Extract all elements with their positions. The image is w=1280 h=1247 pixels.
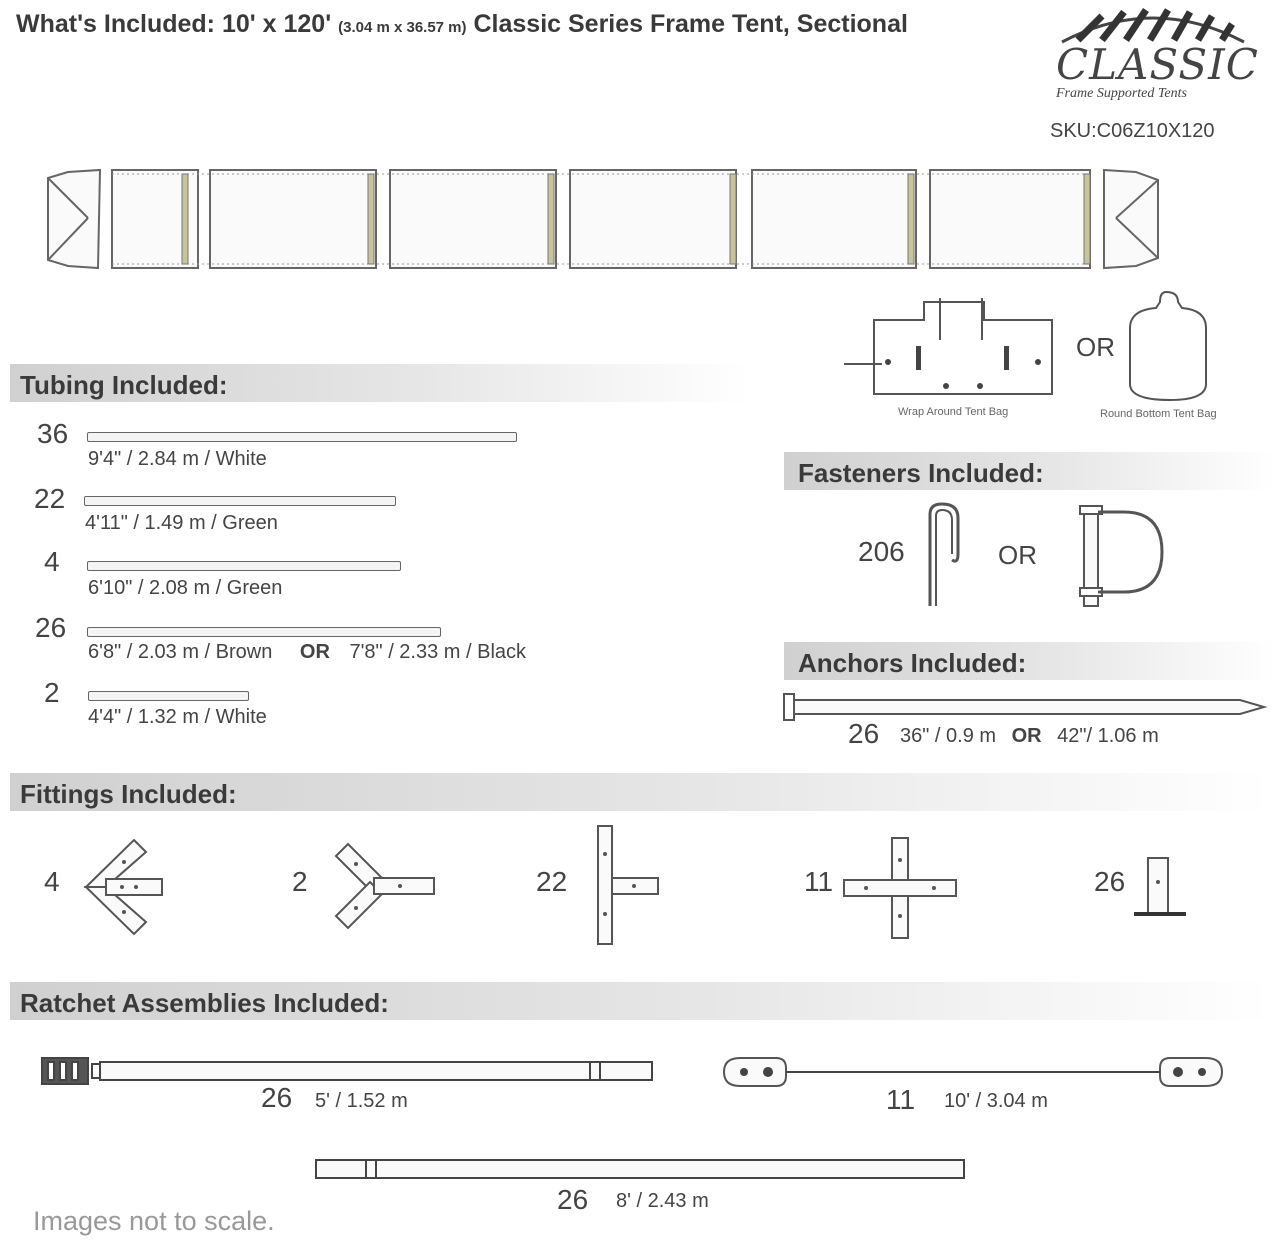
fitting-qty: 4 (44, 866, 60, 897)
page-title (16, 10, 908, 39)
wrap-around-tent-bag-icon (842, 294, 1057, 404)
fittings-heading: Fittings Included: (20, 779, 237, 809)
tent-stripes-logo-icon (1058, 2, 1248, 44)
ratchets-section-header (10, 982, 1270, 1020)
tube-label: 9'4" / 2.84 m / White (88, 448, 267, 470)
tube-bar (88, 691, 249, 701)
fasteners-or: OR (998, 540, 1037, 570)
fasteners-section-header (784, 452, 1274, 490)
tent-frame-diagram (40, 160, 1170, 280)
sku-label: SKU:C06Z10X120 (1050, 120, 1215, 142)
title-main: What's Included: 10' x 120' (16, 10, 332, 38)
logo-tagline: Frame Supported Tents (1056, 86, 1187, 101)
round-bag-caption: Round Bottom Tent Bag (1100, 408, 1217, 420)
bags-or: OR (1076, 332, 1115, 362)
tube-qty: 4 (44, 546, 60, 577)
safety-pin-icon (1076, 500, 1168, 610)
strap-extension-qty: 26 (557, 1184, 589, 1215)
tube-label (88, 641, 526, 664)
strap-extension-icon (314, 1156, 968, 1182)
fitting-qty: 2 (292, 866, 308, 897)
logo-word: CLASSIC (1056, 40, 1259, 89)
tube-label-or: OR (299, 641, 330, 663)
fitting-qty: 26 (1094, 866, 1126, 897)
ratchet-strap-icon (40, 1052, 656, 1090)
cable-ratchet-qty: 11 (886, 1084, 916, 1115)
round-bottom-tent-bag-icon (1122, 288, 1218, 406)
tube-bar (87, 561, 401, 571)
title-rest: Classic Series Frame Tent, Sectional (473, 10, 908, 38)
hook-pin-icon (920, 500, 970, 610)
tube-qty: 2 (44, 677, 60, 708)
fitting-qty: 11 (804, 866, 834, 897)
fasteners-qty: 206 (858, 536, 905, 567)
strap-extension-size: 8' / 2.43 m (616, 1190, 709, 1212)
tubing-heading: Tubing Included: (20, 370, 228, 400)
title-metric: (3.04 m x 36.57 m) (338, 19, 467, 36)
tube-qty: 22 (34, 483, 66, 514)
tube-bar (84, 496, 396, 506)
fittings-section-header (10, 773, 1270, 811)
cable-ratchet-icon (720, 1052, 1226, 1092)
scale-note: Images not to scale. (33, 1206, 275, 1236)
t-fitting-icon (594, 824, 662, 948)
anchors-heading: Anchors Included: (798, 648, 1027, 678)
ratchet-strap-size: 5' / 1.52 m (315, 1090, 408, 1112)
tubing-section-header (10, 364, 750, 402)
tube-qty: 26 (35, 612, 67, 643)
ratchets-heading: Ratchet Assemblies Included: (20, 988, 389, 1018)
corner-fitting-icon (80, 832, 170, 942)
tube-label: 4'11" / 1.49 m / Green (85, 512, 278, 534)
cable-ratchet-size: 10' / 3.04 m (944, 1090, 1048, 1112)
cross-fitting-icon (842, 836, 958, 942)
tube-label-option-b: 7'8" / 2.33 m / Black (349, 641, 527, 663)
wrap-bag-caption: Wrap Around Tent Bag (898, 406, 1009, 418)
tube-bar (87, 627, 441, 637)
tube-qty: 36 (37, 418, 69, 449)
anchors-label (900, 725, 1159, 748)
anchor-or: OR (1011, 725, 1042, 747)
fitting-qty: 22 (536, 866, 568, 897)
tube-label-option-a: 6'8" / 2.03 m / Brown (88, 641, 273, 663)
base-plate-icon (1130, 854, 1190, 920)
anchor-size-b: 42"/ 1.06 m (1057, 725, 1159, 747)
anchors-section-header (784, 642, 1274, 680)
tube-bar (87, 432, 517, 442)
anchor-size-a: 36" / 0.9 m (900, 725, 997, 747)
tube-label: 6'10" / 2.08 m / Green (88, 577, 283, 599)
anchors-qty: 26 (848, 718, 880, 749)
tube-label: 4'4" / 1.32 m / White (88, 706, 267, 728)
fasteners-heading: Fasteners Included: (798, 458, 1044, 488)
ratchet-strap-qty: 26 (261, 1082, 293, 1113)
y-fitting-icon (330, 838, 440, 934)
